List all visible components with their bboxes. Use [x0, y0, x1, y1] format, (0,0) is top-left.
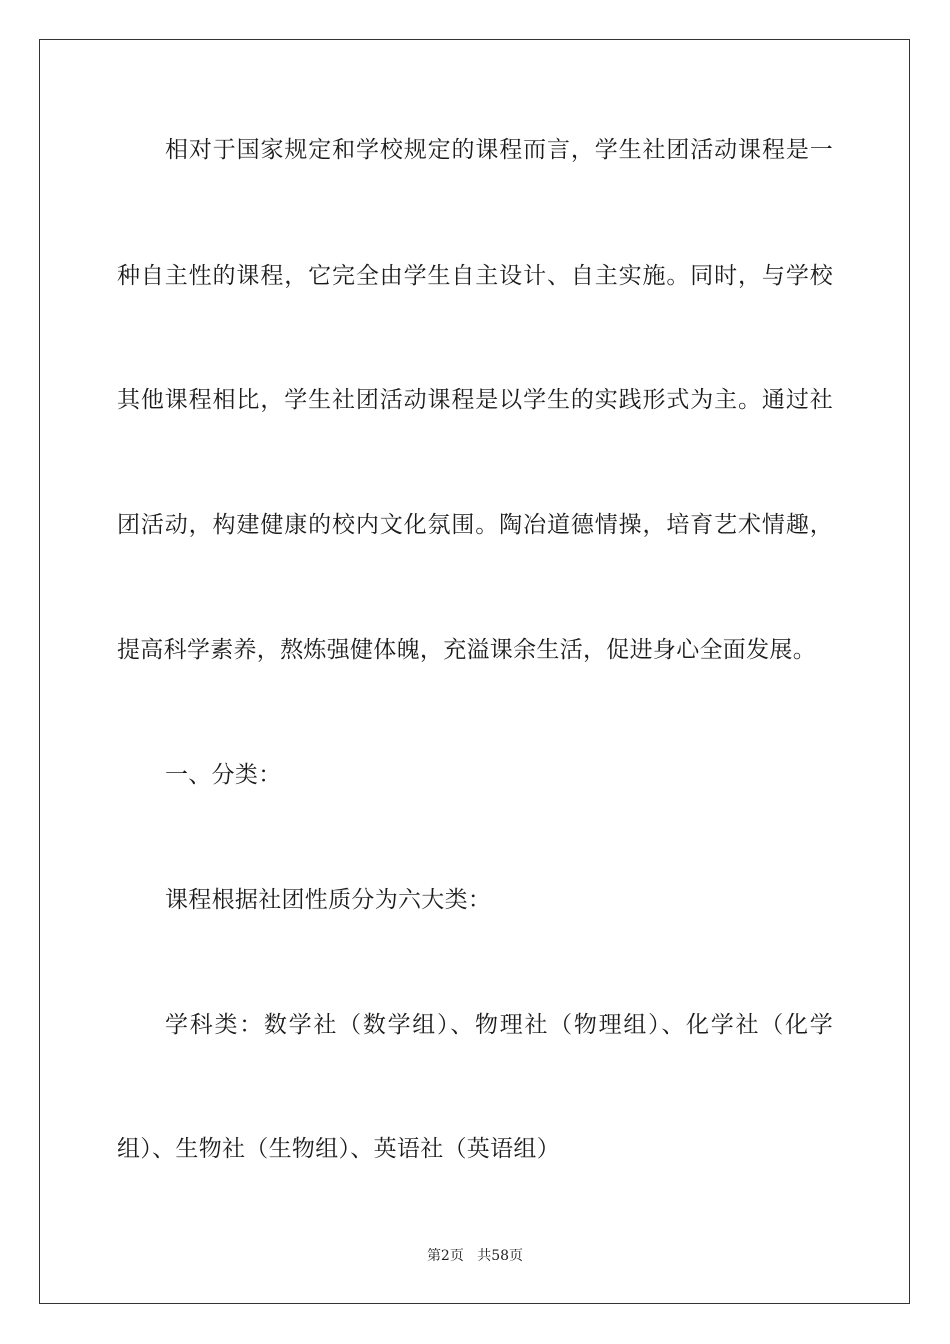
total-pages: 共58页 [477, 1248, 524, 1264]
intro-line: 课程根据社团性质分为六大类： [165, 887, 492, 913]
page-number: 第2页 [426, 1248, 464, 1264]
paragraph-line-3: 其他课程相比，学生社团活动课程是以学生的实践形式为主。通过社 [117, 387, 833, 413]
subject-line-2: 组）、生物社（生物组）、英语社（英语组） [117, 1136, 560, 1162]
paragraph-line-2: 种自主性的课程，它完全由学生自主设计、自主实施。同时，与学校 [117, 263, 833, 289]
paragraph-line-4: 团活动，构建健康的校内文化氛围。陶冶道德情操，培育艺术情趣， [117, 512, 833, 538]
page-footer [0, 1247, 950, 1265]
section-heading: 一、分类： [165, 762, 282, 788]
page-border [39, 39, 910, 1304]
paragraph-line-5: 提高科学素养，熬炼强健体魄，充溢课余生活，促进身心全面发展。 [117, 637, 816, 663]
subject-line-1: 学科类：数学社（数学组）、物理社（物理组）、化学社（化学 [165, 1012, 833, 1038]
paragraph-line-1: 相对于国家规定和学校规定的课程而言，学生社团活动课程是一 [165, 137, 833, 163]
